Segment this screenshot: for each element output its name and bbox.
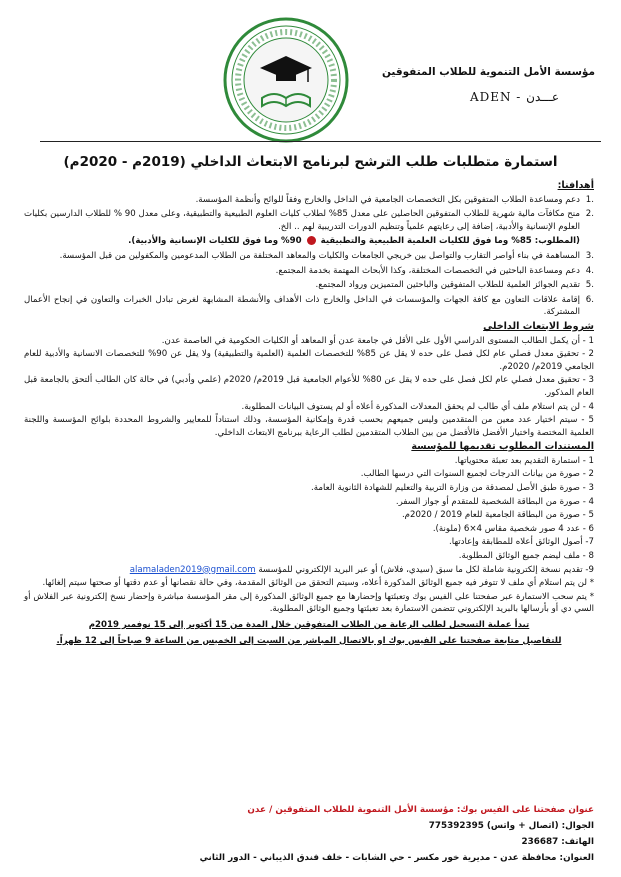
- electronic-copy-text: 9- تقديم نسخة إلكترونية شاملة لكل ما سبق (سيدي، فلاش) أو عبر البريد الإلكتروني للمؤسسة: [258, 564, 594, 575]
- goal-item: [24, 194, 594, 207]
- goal-item: [24, 265, 594, 278]
- condition-item: 2 - تحقيق معدل فصلي عام لكل فصل على حده لا يقل عن 85% للتخصصات العلمية (العلمية والتطبيقية) ولا يقل عن 90% للتخصصات الانسانية والأدبية للعام الجامعي 2019م/ 2020م.: [24, 349, 594, 372]
- document-item: 5 - صورة من البطاقة الجامعية للعام 2019 / 2020م.: [401, 510, 594, 521]
- documents-heading: المستندات المطلوب تقديمها للمؤسسة: [411, 441, 594, 453]
- address: العنوان: محافظة عدن - مديرية خور مكسر - حي الشابات - خلف فندق الذيباني - الدور الثاني: [199, 853, 594, 863]
- goal-item: [24, 294, 594, 319]
- condition-item: 3 - تحقيق معدل فصلي عام لكل فصل على حده لا يقل عن 80% للأعوام الجامعية قبل 2019م/ 2020م (علمي وأدبي) في حالة كان الطالب ألتحق بالجامعة قبل العام المذكور.: [24, 375, 594, 398]
- goal-number: .3: [585, 250, 594, 261]
- document-item: 2 - صورة من بيانات الدرجات لجميع السنوات التي درسها الطالب.: [360, 469, 594, 480]
- goal-number: .6: [585, 294, 594, 305]
- goal-text: إقامة علاقات التعاون مع كافة الجهات والمؤسسات في الداخل والخارج ذات الأهداف والأنشطة المشابهة لغرض تبادل الخبرات والتعاون في إنجاح الأعمال المشتركة.: [24, 294, 580, 318]
- goal-number: .2: [585, 209, 594, 220]
- contact-footer: [24, 802, 594, 866]
- form-title: استمارة متطلبات طلب الترشح لبرنامج الابتعاث الداخلي (2019م - 2020م): [63, 154, 558, 170]
- facebook-page[interactable]: عنوان صفحتنا على الفيس بوك: مؤسسة الأمل التنموية للطلاب المتفوقين / عدن: [247, 805, 594, 815]
- form-content: [24, 178, 594, 647]
- goal-text: دعم ومساعدة الطلاب المتفوقين بكل التخصصات الجامعية في الداخل والخارج وفقاً للوائح وأنظمة المؤسسة.: [195, 194, 580, 205]
- document-item: 4 - صورة من البطاقة الشخصية للمتقدم أو جواز السفر.: [395, 496, 594, 507]
- org-name: مؤسسة الأمل التنموية للطلاب المتفوقين: [381, 66, 595, 78]
- required-text-a: (المطلوب: 85% وما فوق للكليات العلمية الطبيعية والتطبيقية: [320, 236, 580, 247]
- foundation-logo: [222, 16, 350, 144]
- red-dot-icon: [307, 236, 316, 245]
- document-item-electronic: [24, 564, 594, 577]
- mobile-number: الجوال: (اتصال + واتس) 775392395: [428, 821, 594, 831]
- goal-text: المساهمة في بناء أواصر التقارب والتواصل بين خريجي الجامعات والكليات والمعاهد المختلفة من الطلاب المدعومين والمكفولين من قبل المؤسسة.: [59, 250, 580, 261]
- goal-number: .4: [585, 265, 594, 276]
- phone-number: الهاتف: 236687: [521, 837, 594, 847]
- email-link[interactable]: alamaladen2019@gmail.com: [129, 564, 256, 575]
- documents-note: * لن يتم استلام أي ملف لا تتوفر فيه جميع الوثائق المذكورة أعلاه، وسيتم التحقق من الوثائق المقدمة، وفي حالة نقصانها أو عدم دقتها أو صحتها سيتم إلغائها.: [42, 578, 594, 589]
- goal-item: [24, 279, 594, 292]
- goal-number: .5: [585, 280, 594, 291]
- registration-period: تبدأ عملية التسجيل لطلب الرعاية من الطلاب المتفوقين خلال المدة من 15 أكتوبر إلى 15 نوفمبر 2019م: [88, 620, 530, 630]
- document-item: 1 - استمارة التقديم بعد تعبئة محتوياتها.: [454, 455, 594, 466]
- condition-item: 1 - أن يكمل الطالب المستوى الدراسي الأول على الأقل في جامعة عدن أو المعاهد أو الكليات الحكومية في العاصمة عدن.: [161, 335, 594, 346]
- org-city: ADEN - عـــدن: [469, 90, 559, 104]
- header-divider: [40, 141, 601, 142]
- document-item: 8 - ملف ليضم جميع الوثائق المطلوبة.: [458, 551, 594, 562]
- document-item: 6 - عدد 4 صور شخصية مقاس 4×6 (ملونة).: [432, 523, 594, 534]
- required-text-b: 90% وما فوق للكليات الإنسانية والأدبية).: [128, 236, 302, 247]
- goal-item: [24, 208, 594, 233]
- goal-item: [24, 250, 594, 263]
- goal-text: دعم ومساعدة الباحثين في التخصصات المختلفة، وكذا الأبحاث المهتمة بخدمة المجتمع.: [275, 265, 580, 276]
- goals-heading: أهدافنا:: [557, 180, 594, 191]
- document-item: 3 - صورة طبق الأصل لمصدقة من وزارة التربية والتعليم للشهادة الثانوية العامة.: [311, 483, 594, 494]
- documents-note: * يتم سحب الاستمارة عبر صفحتنا على الفيس بوك وتعبئتها وإحضارها مع جميع الوثائق المذكورة إلى مقر المؤسسة مباشرة وإحضار نسخ إلكترونية عبر الفلاش أو السي دي أو بأرسالها بالبريد الإلكتروني تتضمن الاستمارة بعد تعبئتها وجميع الوثائق المطلوبة.: [24, 591, 594, 615]
- document-item: 7- أصول الوثائق أعلاه للمطابقة وإعادتها.: [448, 537, 594, 548]
- goal-number: .1: [585, 194, 594, 205]
- conditions-heading: شروط الابتعاث الداخلي: [483, 320, 594, 332]
- condition-item: 4 - لن يتم استلام ملف أي طالب لم يحقق المعدلات المذكورة أعلاه أو لم يستوف البيانات المطلوبة.: [241, 401, 594, 412]
- required-average: [24, 235, 594, 248]
- goal-text: تقديم الجوائز العلمية للطلاب المتفوقين والباحثين المتميزين ورواد المجتمع.: [315, 280, 580, 291]
- registration-details: للتفاصيل متابعة صفحتنا على الفيس بوك او بالاتصال المباشر من السبت إلى الخميس من الساعة 9 صباحاً إلى 12 ظهراً.: [56, 635, 562, 646]
- goal-text: منح مكافآت مالية شهرية للطلاب المتفوقين الحاصلين على معدل 85% لطلاب كليات العلوم الطبيعية والتطبيقية، وعلى معدل 90 % للطلاب الدارسين بكليات العلوم الإنسانية والأدبية، إضافة إلى رعايتهم علمياً وتنظيم الدورات التدريبية لهم .. الخ.: [24, 209, 580, 232]
- condition-item: 5 - سيتم اختيار عدد معين من المتقدمين وليس جميعهم بحسب قدرة وإمكانية المؤسسة، وذلك استناداً للمعايير والشروط المحددة بلوائح المؤسسة واللجنة العلمية المختصة واختيار الأفضل فالأفضل من بين الطلاب المتقدمين لطلب الرعاية ببرنامج الابتعاث الداخلي.: [24, 415, 594, 438]
